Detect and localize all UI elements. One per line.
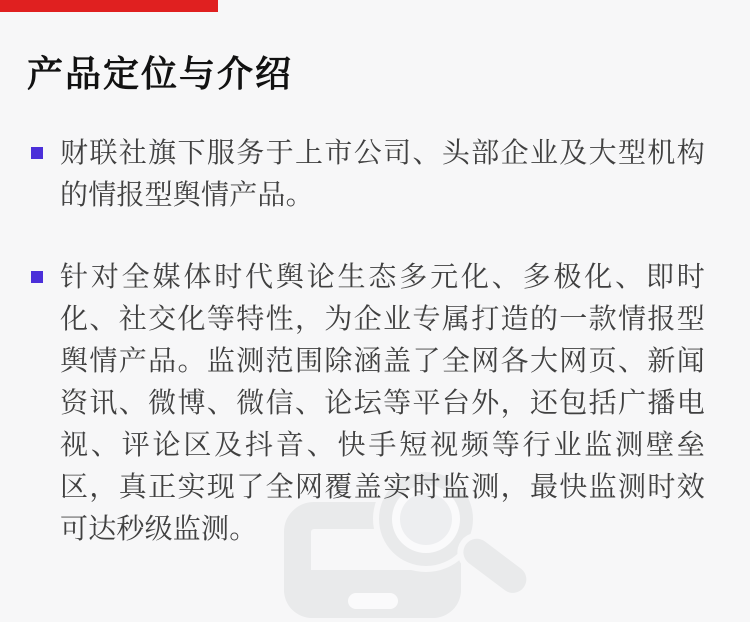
monitor-slot-icon [348, 593, 398, 609]
reading-progress-bar [0, 0, 218, 12]
bullet-square-icon [31, 147, 43, 159]
bullet-list [31, 132, 707, 550]
bullet-square-icon [31, 271, 43, 283]
bullet-text: 针对全媒体时代舆论生态多元化、多极化、即时化、社交化等特性，为企业专属打造的一款情报型舆情产品。监测范围除涵盖了全网各大网页、新闻资讯、微博、微信、论坛等平台外，还包括广播电视、评论区及抖音、快手短视频等行业监测壁垒区，真正实现了全网覆盖实时监测，最快监测时效可达秒级监测。 [60, 261, 705, 544]
bullet-text: 财联社旗下服务于上市公司、头部企业及大型机构的情报型舆情产品。 [60, 137, 705, 210]
list-item [31, 256, 707, 550]
page-title: 产品定位与介绍 [27, 53, 294, 94]
list-item [31, 132, 707, 216]
